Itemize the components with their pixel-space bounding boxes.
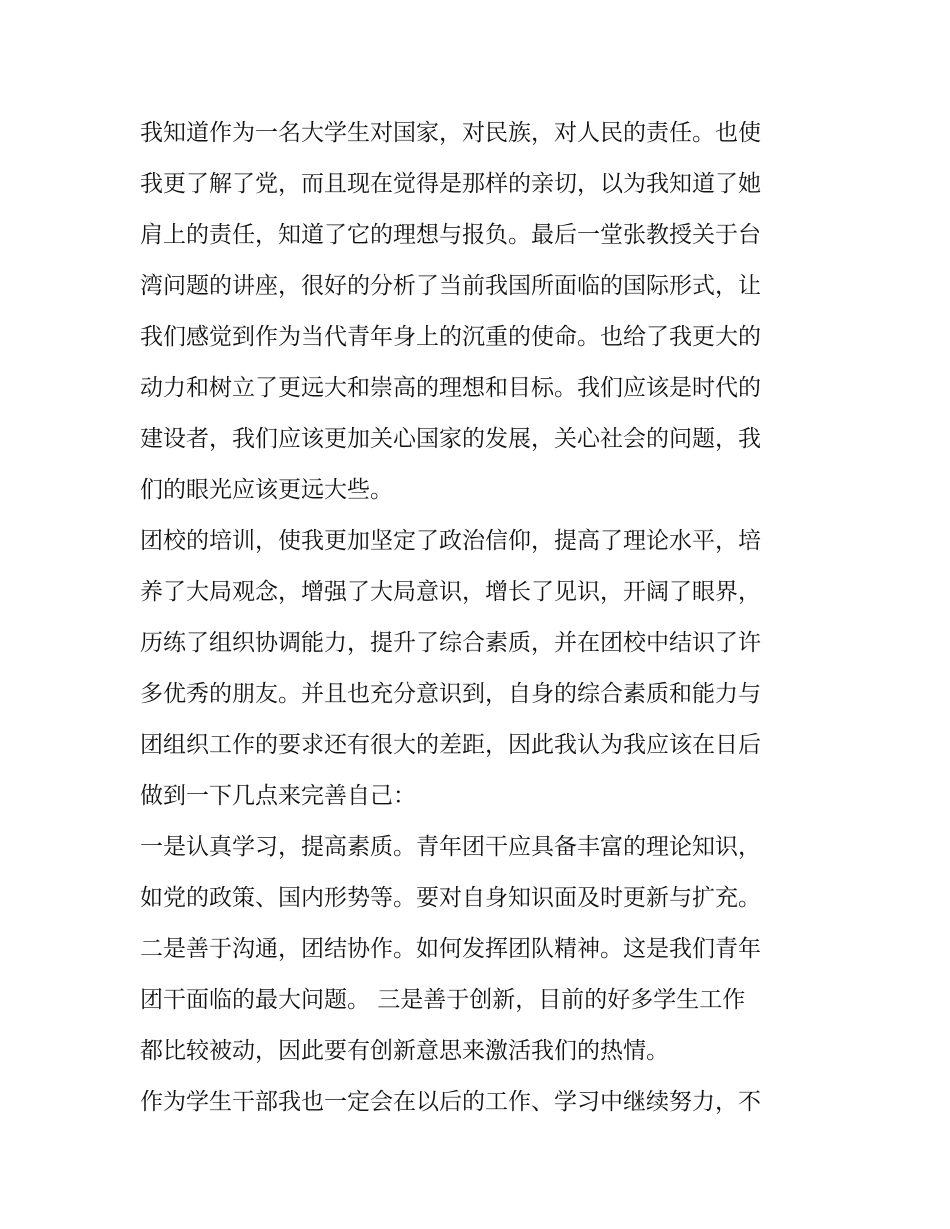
text-line: 如党的政策、国内形势等。要对自身知识面及时更新与扩充。 xyxy=(140,885,761,911)
text-line: 都比较被动，因此要有创新意思来激活我们的热情。 xyxy=(140,1038,669,1064)
text-line: 我知道作为一名大学生对国家，对民族，对人民的责任。也使 xyxy=(140,120,761,146)
text-line: 历练了组织协调能力，提升了综合素质，并在团校中结识了许 xyxy=(140,630,761,656)
text-line: 养了大局观念，增强了大局意识，增长了见识，开阔了眼界， xyxy=(140,579,761,605)
text-line: 二是善于沟通，团结协作。如何发挥团队精神。这是我们青年 xyxy=(140,936,761,962)
text-line: 多优秀的朋友。并且也充分意识到，自身的综合素质和能力与 xyxy=(140,681,761,707)
text-line: 一是认真学习，提高素质。青年团干应具备丰富的理论知识， xyxy=(140,834,761,860)
text-line: 做到一下几点来完善自己： xyxy=(140,783,416,809)
text-line: 团组织工作的要求还有很大的差距，因此我认为我应该在日后 xyxy=(140,732,761,758)
text-line: 肩上的责任，知道了它的理想与报负。最后一堂张教授关于台 xyxy=(140,222,761,248)
text-line: 作为学生干部我也一定会在以后的工作、学习中继续努力，不 xyxy=(140,1089,761,1115)
text-line: 我们感觉到作为当代青年身上的沉重的使命。也给了我更大的 xyxy=(140,324,761,350)
text-line: 湾问题的讲座，很好的分析了当前我国所面临的国际形式，让 xyxy=(140,273,761,299)
text-line: 建设者，我们应该更加关心国家的发展，关心社会的问题，我 xyxy=(140,426,761,452)
body-text xyxy=(140,108,820,1128)
text-line: 团校的培训，使我更加坚定了政治信仰，提高了理论水平，培 xyxy=(140,528,761,554)
text-line: 我更了解了党，而且现在觉得是那样的亲切，以为我知道了她 xyxy=(140,171,761,197)
text-line: 们的眼光应该更远大些。 xyxy=(140,477,393,503)
text-line: 团干面临的最大问题。 三是善于创新，目前的好多学生工作 xyxy=(140,987,746,1013)
text-line: 动力和树立了更远大和崇高的理想和目标。我们应该是时代的 xyxy=(140,375,761,401)
